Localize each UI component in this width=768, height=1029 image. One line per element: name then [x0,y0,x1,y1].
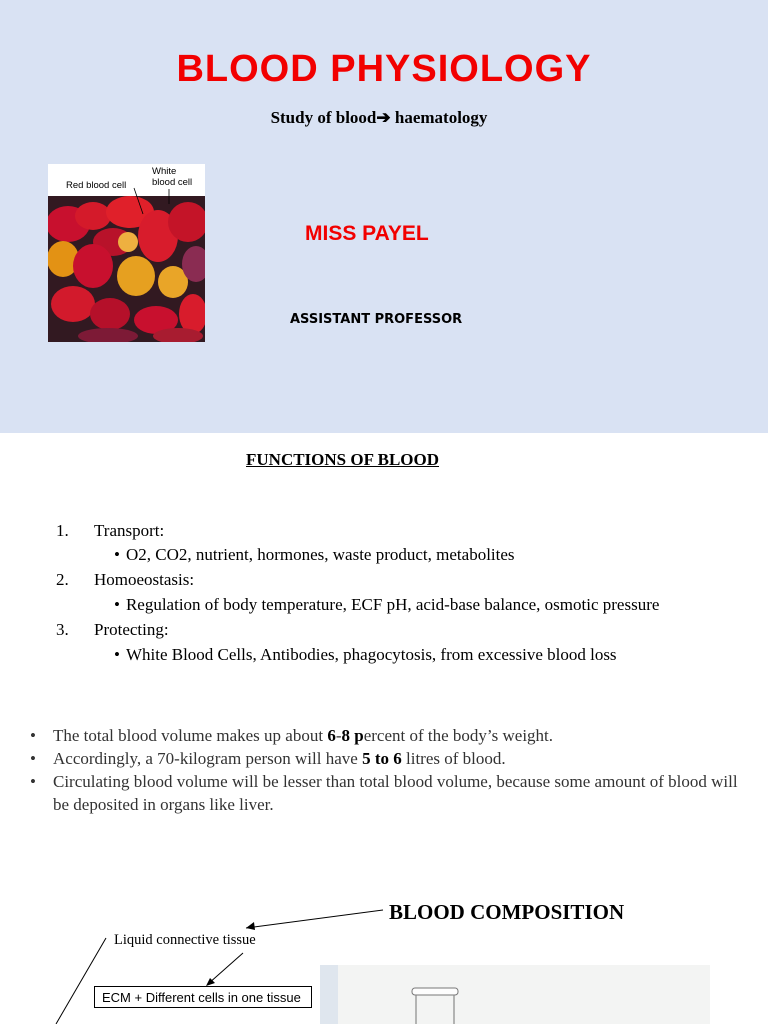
fact-text: ercent of the body’s weight. [363,726,554,745]
bullet-icon: • [30,772,36,791]
ecm-box: ECM + Different cells in one tissue [94,986,312,1008]
fact-text: litres of blood. [401,749,506,768]
function-label: Protecting: [94,620,169,639]
composition-heading: BLOOD COMPOSITION [389,900,625,924]
bullet-icon: • [114,595,120,614]
list-number: 2. [56,570,69,589]
fact-text: - [335,726,342,745]
fact-text: The total blood volume makes up about [53,726,328,745]
subtitle: Study of blood➔ haematology [270,108,488,127]
functions-heading: FUNCTIONS OF BLOOD [246,450,440,469]
bullet-icon: • [114,645,120,664]
page-title: BLOOD PHYSIOLOGY [176,48,592,90]
fact-highlight: 6 [327,726,336,745]
bullet-icon: • [30,749,36,768]
fact-text: Accordingly, a 70-kilogram person will have [53,749,363,768]
function-detail: O2, CO2, nutrient, hormones, waste product, metabolites [125,545,515,564]
bullet-icon: • [30,726,36,745]
list-number: 1. [56,521,69,540]
list-number: 3. [56,620,69,639]
function-detail: White Blood Cells, Antibodies, phagocytosis, from excessive blood loss [125,645,617,664]
author-name: MISS PAYEL [305,222,429,245]
function-detail: Regulation of body temperature, ECF pH, acid-base balance, osmotic pressure [125,595,660,614]
function-label: Transport: [94,521,165,540]
fact-highlight: 8 p [341,726,364,745]
fact-highlight: 5 to 6 [362,749,402,768]
author-role: ASSISTANT PROFESSOR [290,312,463,327]
function-label: Homoeostasis: [94,570,195,589]
liquid-connective-tissue-label: Liquid connective tissue [114,932,256,948]
red-blood-cell-label: Red blood cell [66,180,127,191]
bullet-icon: • [114,545,120,564]
white-blood-cell-label-line1: White [152,166,177,177]
fact-text: Circulating blood volume will be lesser than total blood volume, because some amount of blood will be deposited in organs like liver. [53,772,738,814]
white-blood-cell-label-line2: blood cell [152,177,193,188]
